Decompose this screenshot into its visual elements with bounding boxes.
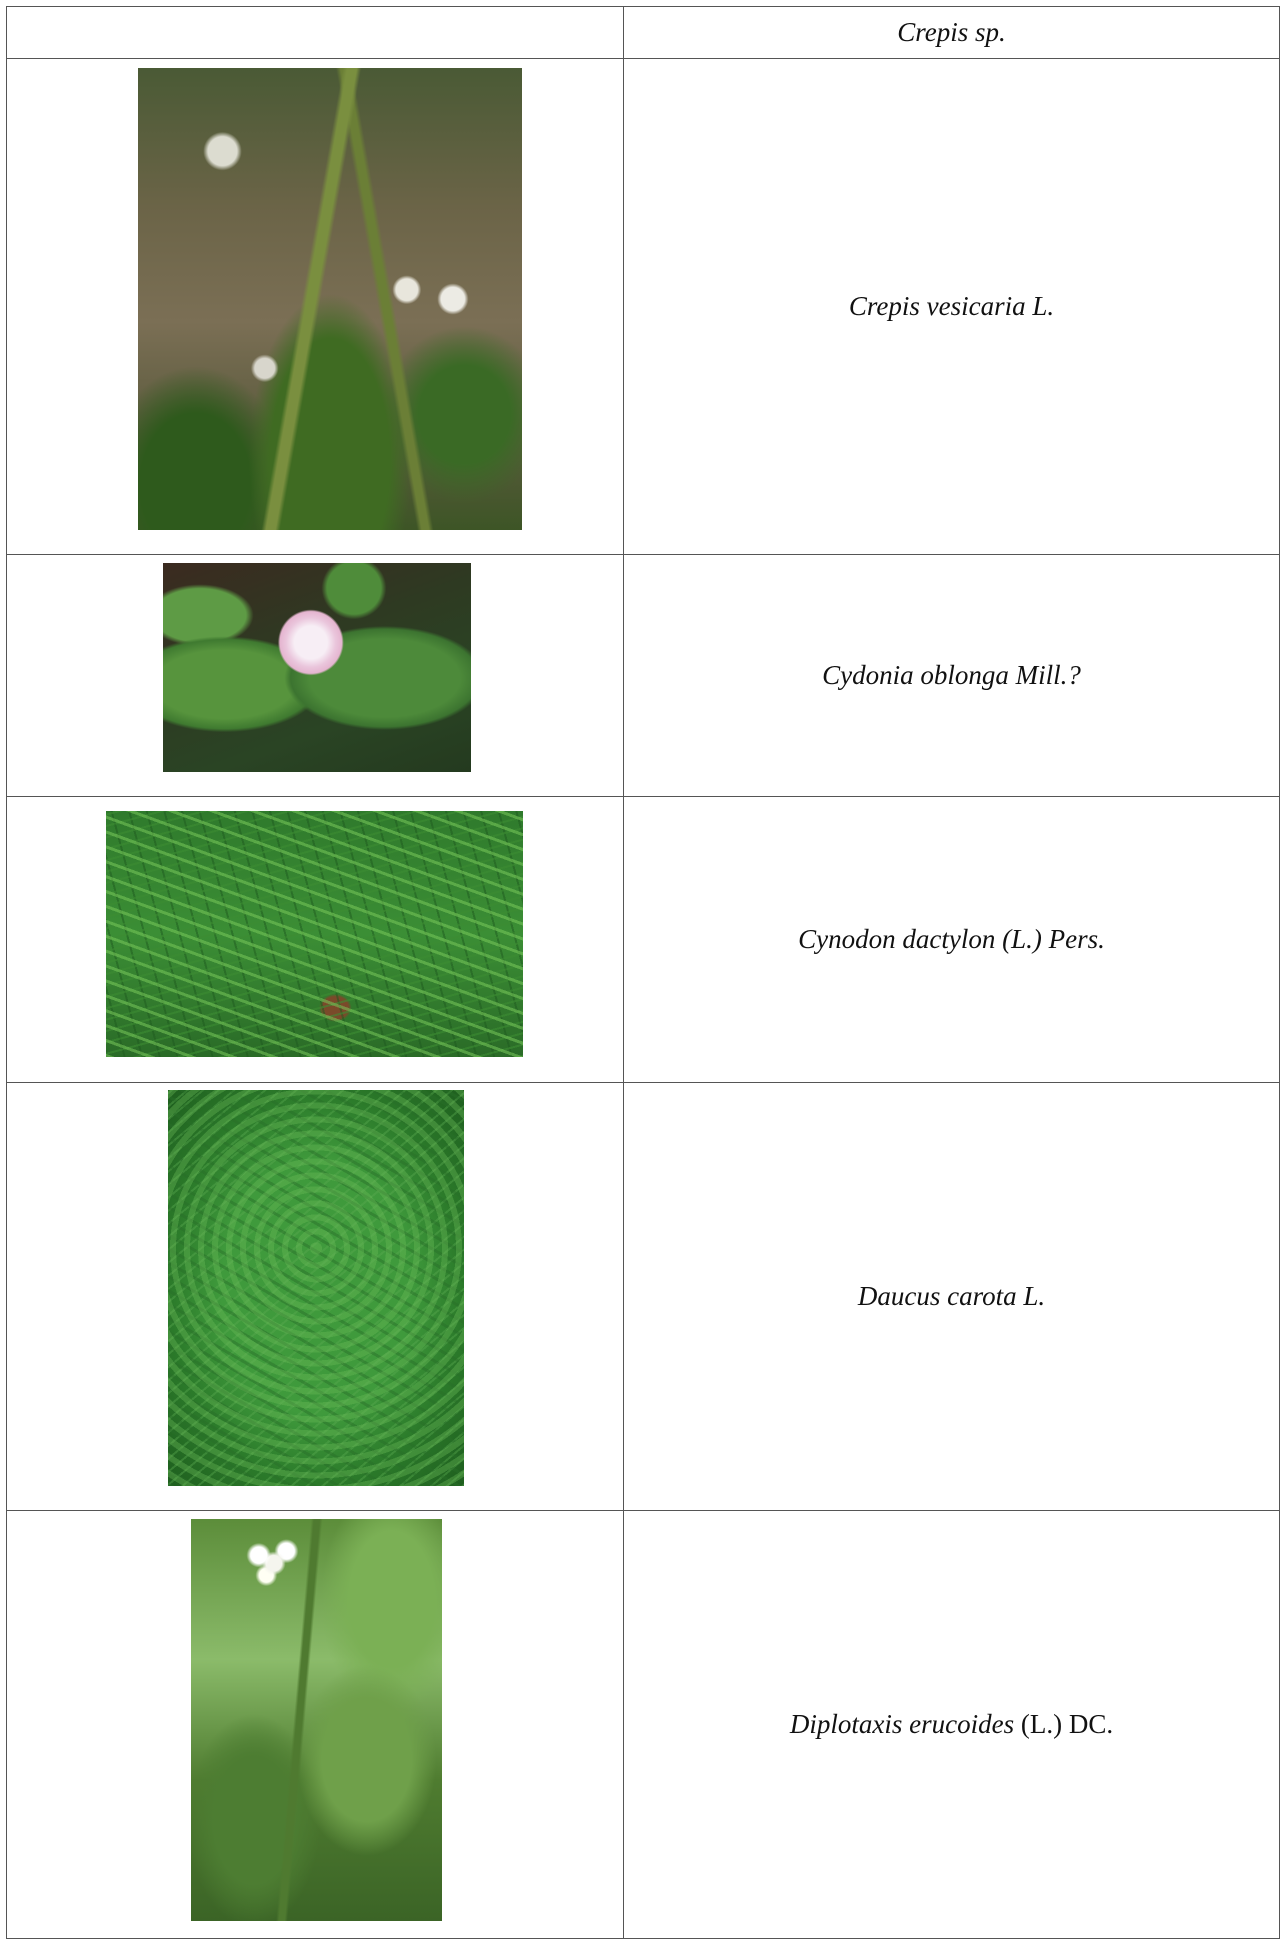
species-name-cell (624, 1511, 1280, 1939)
species-name-cell (624, 797, 1280, 1083)
photo-cell (7, 797, 624, 1083)
header-name-cell (624, 7, 1280, 59)
photo-cell (7, 59, 624, 555)
table-row (7, 555, 1280, 797)
diplotaxis-erucoides-photo (191, 1519, 442, 1921)
photo-cell (7, 1511, 624, 1939)
table-row (7, 797, 1280, 1083)
header-name: Crepis sp. (897, 17, 1006, 47)
cydonia-oblonga-photo (163, 563, 471, 772)
table-row (7, 1511, 1280, 1939)
table-row (7, 59, 1280, 555)
species-name: Cynodon dactylon (L.) Pers. (798, 924, 1105, 954)
species-name: Crepis vesicaria L. (848, 291, 1055, 321)
species-name-cell (624, 59, 1280, 555)
species-author: (L.) DC. (1014, 1709, 1114, 1739)
species-name: Cydonia oblonga Mill.? (822, 660, 1081, 690)
cynodon-dactylon-photo (106, 811, 523, 1057)
table-row (7, 1083, 1280, 1511)
header-photo-cell (7, 7, 624, 59)
species-table (6, 6, 1280, 1939)
species-name: Daucus carota L. (857, 1281, 1046, 1311)
crepis-vesicaria-photo (138, 68, 522, 530)
species-name-cell (624, 555, 1280, 797)
species-name-cell (624, 1083, 1280, 1511)
daucus-carota-photo (168, 1090, 464, 1486)
photo-cell (7, 1083, 624, 1511)
species-name: Diplotaxis erucoides (789, 1709, 1015, 1739)
header-row (7, 7, 1280, 59)
photo-cell (7, 555, 624, 797)
